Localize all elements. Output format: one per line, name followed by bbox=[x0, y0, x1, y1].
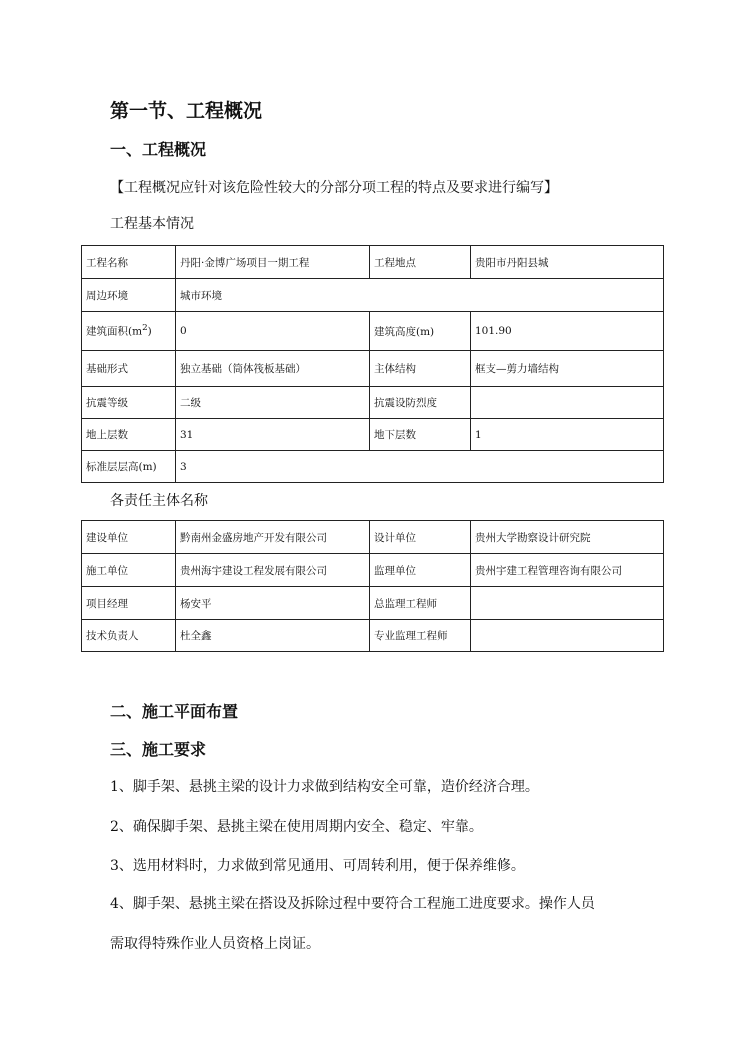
basic-info-table bbox=[81, 245, 664, 483]
cell-label: 地下层数 bbox=[370, 419, 471, 451]
cell-value: 0 bbox=[176, 312, 370, 351]
requirement-item: 2、确保脚手架、悬挑主梁在使用周期内安全、稳定、牢靠。 bbox=[110, 819, 483, 835]
parties-table bbox=[81, 520, 664, 652]
section-title: 第一节、工程概况 bbox=[110, 100, 263, 122]
heading-overview: 一、工程概况 bbox=[110, 140, 207, 159]
cell-value: 杨安平 bbox=[176, 587, 370, 620]
requirement-item: 3、选用材料时，力求做到常见通用、可周转利用，便于保养维修。 bbox=[110, 858, 525, 874]
cell-label: 技术负责人 bbox=[82, 620, 176, 652]
basic-info-title: 工程基本情况 bbox=[110, 216, 194, 232]
cell-value: 1 bbox=[471, 419, 664, 451]
cell-value: 贵州宇建工程管理咨询有限公司 bbox=[471, 554, 664, 587]
cell-value: 贵州海宇建设工程发展有限公司 bbox=[176, 554, 370, 587]
cell-value: 101.90 bbox=[471, 312, 664, 351]
area-close: ) bbox=[147, 325, 152, 338]
cell-label: 主体结构 bbox=[370, 351, 471, 387]
cell-label: 专业监理工程师 bbox=[370, 620, 471, 652]
cell-value bbox=[471, 587, 664, 620]
cell-label: 施工单位 bbox=[82, 554, 176, 587]
area-sup: 2 bbox=[142, 323, 148, 334]
cell-value: 31 bbox=[176, 419, 370, 451]
cell-value: 贵州大学勘察设计研究院 bbox=[471, 521, 664, 554]
heading-layout: 二、施工平面布置 bbox=[110, 702, 239, 721]
cell-value bbox=[471, 387, 664, 419]
cell-label: 监理单位 bbox=[370, 554, 471, 587]
cell-label: 周边环境 bbox=[82, 279, 176, 312]
cell-label: 地上层数 bbox=[82, 419, 176, 451]
cell-value: 独立基础（筒体筏板基础） bbox=[176, 351, 370, 387]
cell-label: 建设单位 bbox=[82, 521, 176, 554]
cell-label: 标准层层高(m) bbox=[82, 451, 176, 483]
requirement-item-continued: 需取得特殊作业人员资格上岗证。 bbox=[110, 936, 320, 952]
cell-label: 抗震等级 bbox=[82, 387, 176, 419]
area-label: 建筑面积(m bbox=[86, 325, 143, 338]
cell-value: 框支—剪力墙结构 bbox=[471, 351, 664, 387]
cell-label: 基础形式 bbox=[82, 351, 176, 387]
cell-value: 杜全鑫 bbox=[176, 620, 370, 652]
cell-value: 贵阳市丹阳县城 bbox=[471, 246, 664, 279]
overview-note: 【工程概况应针对该危险性较大的分部分项工程的特点及要求进行编写】 bbox=[110, 180, 558, 196]
cell-label: 总监理工程师 bbox=[370, 587, 471, 620]
cell-label: 工程地点 bbox=[370, 246, 471, 279]
requirement-item: 4、脚手架、悬挑主梁在搭设及拆除过程中要符合工程施工进度要求。操作人员 bbox=[110, 896, 595, 912]
cell-value: 3 bbox=[176, 451, 664, 483]
heading-requirements: 三、施工要求 bbox=[110, 740, 207, 759]
requirement-item: 1、脚手架、悬挑主梁的设计力求做到结构安全可靠，造价经济合理。 bbox=[110, 779, 539, 795]
cell-label: 工程名称 bbox=[82, 246, 176, 279]
parties-title: 各责任主体名称 bbox=[110, 493, 208, 509]
cell-label: 项目经理 bbox=[82, 587, 176, 620]
cell-value: 黔南州金盛房地产开发有限公司 bbox=[176, 521, 370, 554]
cell-label bbox=[82, 312, 176, 351]
cell-label: 设计单位 bbox=[370, 521, 471, 554]
cell-label: 抗震设防烈度 bbox=[370, 387, 471, 419]
cell-value: 城市环境 bbox=[176, 279, 664, 312]
cell-value: 丹阳·金博广场项目一期工程 bbox=[176, 246, 370, 279]
cell-label: 建筑高度(m) bbox=[370, 312, 471, 351]
cell-value: 二级 bbox=[176, 387, 370, 419]
cell-value bbox=[471, 620, 664, 652]
